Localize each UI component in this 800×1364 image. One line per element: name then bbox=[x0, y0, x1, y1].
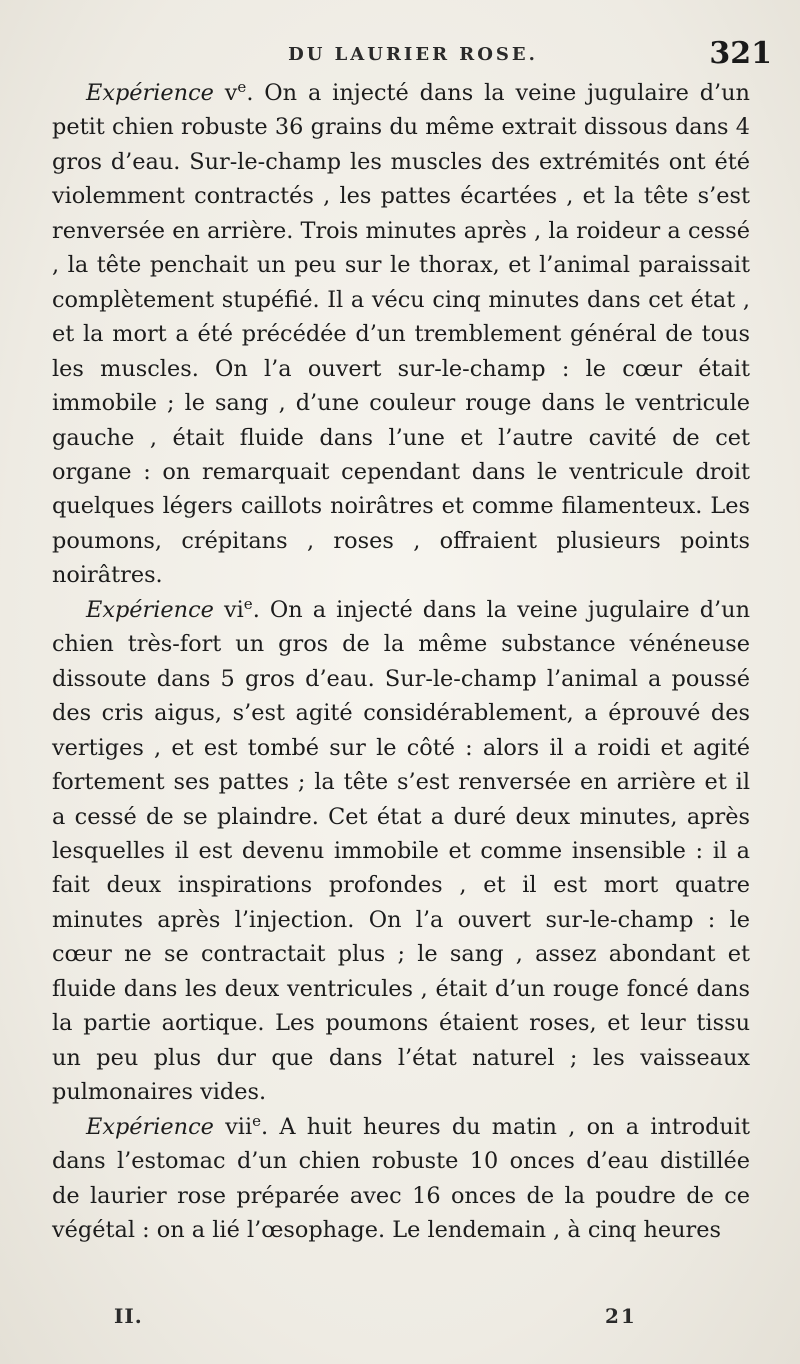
volume-number: II. bbox=[114, 1304, 143, 1328]
page-header bbox=[52, 36, 774, 76]
paragraph-text: . A huit heures du matin , on a introduit dans l’estomac d’un chien robuste 10 onces d’eau distillée de laurier rose préparée avec 16 onces de la poudre de ce végétal : on a lié l’œsophage. Le lendemain , à cinq heures bbox=[52, 1113, 750, 1243]
signature-mark: 21 bbox=[605, 1304, 637, 1328]
experiment-label: Expérience bbox=[86, 80, 214, 106]
experiment-superscript: e bbox=[252, 1111, 262, 1130]
experiment-numeral: v bbox=[224, 80, 238, 106]
paragraph-experience-7 bbox=[52, 1110, 750, 1248]
running-title: DU LAURIER ROSE. bbox=[288, 44, 538, 65]
experiment-superscript: e bbox=[237, 78, 247, 96]
experiment-superscript: e bbox=[243, 594, 253, 613]
experiment-label: Expérience bbox=[86, 596, 214, 623]
body-text bbox=[52, 76, 750, 1247]
experiment-numeral: vii bbox=[225, 1113, 253, 1140]
paragraph-experience-5 bbox=[52, 76, 750, 593]
experiment-label: Expérience bbox=[86, 1113, 214, 1140]
paragraph-experience-6 bbox=[52, 593, 750, 1110]
paragraph-text: . On a injecté dans la veine jugulaire d’un petit chien robuste 36 grains du même extrait dissous dans 4 gros d’eau. Sur-le-champ les muscles des extrémités ont été violemment contractés , les pattes écartées , et la tête s’est renversée en arrière. Trois minutes après , la roideur a cessé , la tête penchait un peu sur le thorax, et l’animal paraissait complètement stupéfié. Il a vécu cinq minutes dans cet état , et la mort a été précédée d’un tremblement général de tous les muscles. On l’a ouvert sur-le-champ : le cœur était immobile ; le sang , d’une couleur rouge dans le ventricule gauche , était fluide dans l’une et l’autre cavité de cet organe : on remarquait cependant dans le ventricule droit quelques légers caillots noirâtres et comme filamenteux. Les poumons, crépitans , roses , offraient plusieurs points noirâtres. bbox=[52, 80, 750, 589]
experiment-numeral: vi bbox=[223, 596, 244, 623]
page-number: 321 bbox=[709, 36, 772, 71]
paragraph-text: . On a injecté dans la veine jugulaire d’un chien très-fort un gros de la même substance vénéneuse dissoute dans 5 gros d’eau. Sur-le-champ l’animal a poussé des cris aigus, s’est agité considérablement, a éprouvé des vertiges , et est tombé sur le côté : alors il a roidi et agité fortement ses pattes ; la tête s’est renversée en arrière et il a cessé de se plaindre. Cet état a duré deux minutes, après lesquelles il est devenu immobile et comme insensible : il a fait deux inspirations profondes , et il est mort quatre minutes après l’injection. On l’a ouvert sur-le-champ : le cœur ne se contractait plus ; le sang , assez abondant et fluide dans les deux ventricules , était d’un rouge foncé dans la partie aortique. Les poumons étaient roses, et leur tissu un peu plus dur que dans l’état naturel ; les vaisseaux pulmonaires vides. bbox=[52, 596, 750, 1106]
page-footer bbox=[52, 1304, 774, 1334]
